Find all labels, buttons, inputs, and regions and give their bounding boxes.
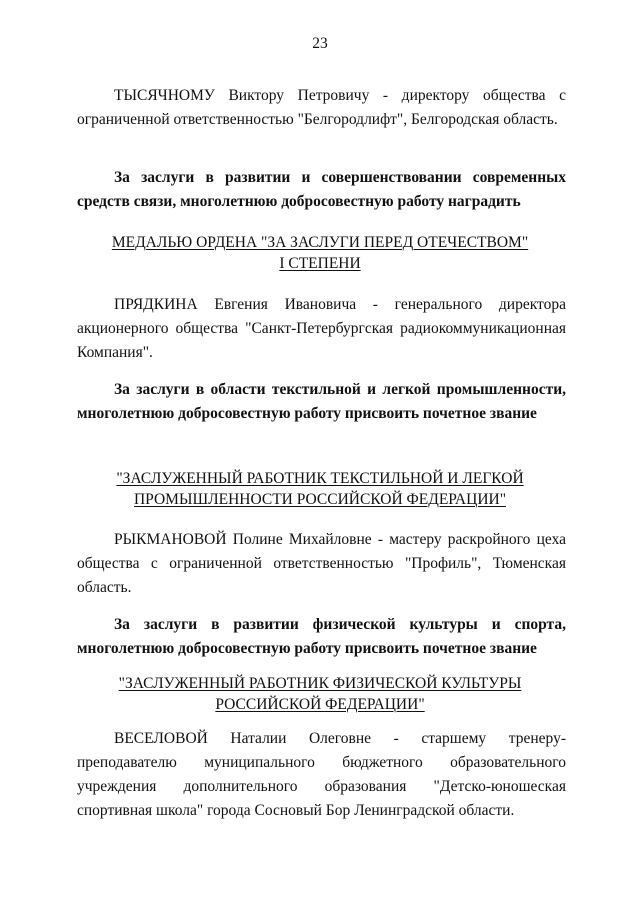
award3-title <box>0 468 640 510</box>
award4-title <box>0 673 640 715</box>
award2-reason: За заслуги в развитии и совершенствовании современных средств связи, многолетнюю добросовестную работу наградить <box>77 169 566 210</box>
award3-title-line2: ПРОМЫШЛЕННОСТИ РОССИЙСКОЙ ФЕДЕРАЦИИ" <box>133 491 507 508</box>
award3-reason-block <box>77 378 566 426</box>
award2-recipient: ПРЯДКИНА Евгения Ивановича - генерального директора акционерного общества "Санкт-Петербургская радиокоммуникационная Компания". <box>77 296 566 361</box>
award2-title-line1: МЕДАЛЬЮ ОРДЕНА "ЗА ЗАСЛУГИ ПЕРЕД ОТЕЧЕСТВОМ" <box>111 234 529 251</box>
award4-recipient: ВЕСЕЛОВОЙ Наталии Олеговне - старшему тренеру-преподавателю муниципального бюджетного образовательного учреждения дополнительного образования "Детско-юношеская спортивная школа" города Сосновый Бор Ленинградской области. <box>77 730 566 819</box>
award4-title-line2: РОССИЙСКОЙ ФЕДЕРАЦИИ" <box>215 696 425 713</box>
award2-reason-block <box>77 166 566 214</box>
award4-reason-block <box>77 613 566 661</box>
award1-recipient: ТЫСЯЧНОМУ Виктору Петровичу - директору общества с ограниченной ответственностью "Белгородлифт", Белгородская область. <box>77 87 566 128</box>
award4-reason: За заслуги в развитии физической культуры и спорта, многолетнюю добросовестную работу присвоить почетное звание <box>77 616 566 657</box>
page-number: 23 <box>312 35 328 52</box>
award2-recipient-block <box>77 293 566 365</box>
award3-recipient-block <box>77 528 566 600</box>
award2-title <box>0 232 640 274</box>
award4-title-line1: "ЗАСЛУЖЕННЫЙ РАБОТНИК ФИЗИЧЕСКОЙ КУЛЬТУРЫ <box>118 675 522 692</box>
award1-recipient-block <box>77 84 566 132</box>
award3-title-line1: "ЗАСЛУЖЕННЫЙ РАБОТНИК ТЕКСТИЛЬНОЙ И ЛЕГКОЙ <box>116 470 524 487</box>
award2-title-line2: I СТЕПЕНИ <box>279 255 361 272</box>
award4-recipient-block <box>77 727 566 823</box>
award3-reason: За заслуги в области текстильной и легкой промышленности, многолетнюю добросовестную работу присвоить почетное звание <box>77 381 566 422</box>
award3-recipient: РЫКМАНОВОЙ Полине Михайловне - мастеру раскройного цеха общества с ограниченной ответственностью "Профиль", Тюменская область. <box>77 531 566 596</box>
